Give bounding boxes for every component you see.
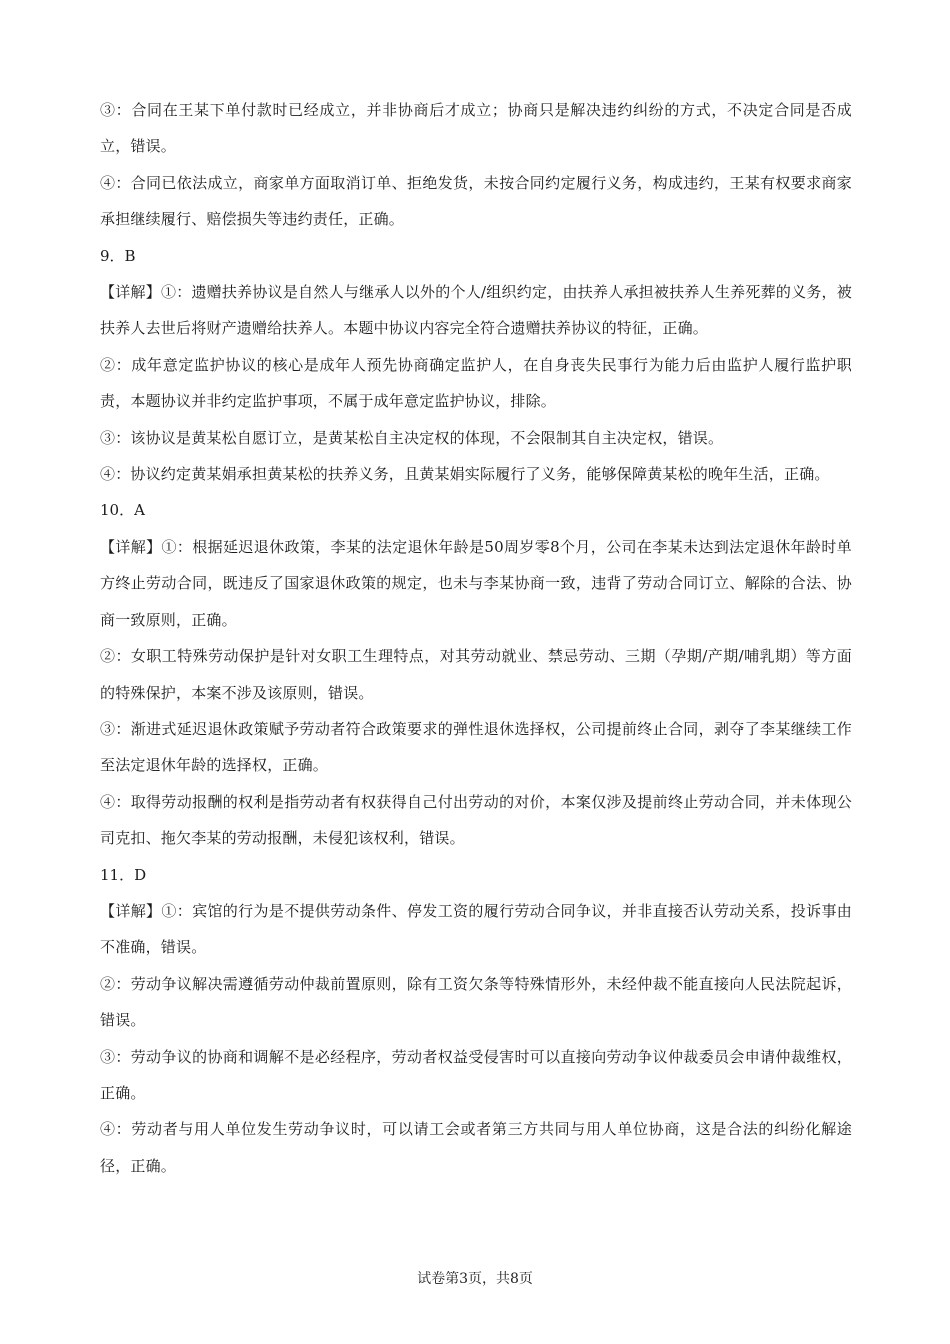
page-number: 试卷第3页，共8页 [417,1271,533,1287]
paragraph: ④：取得劳动报酬的权利是指劳动者有权获得自己付出劳动的对价，本案仅涉及提前终止劳动合同，并未体现公司克扣、拖欠李某的劳动报酬，未侵犯该权利，错误。 [100,792,852,848]
paragraph: ③：该协议是黄某松自愿订立，是黄某松自主决定权的体现，不会限制其自主决定权，错误。 [100,428,724,447]
page-footer [0,1268,950,1288]
paragraph: ②：女职工特殊劳动保护是针对女职工生理特点，对其劳动就业、禁忌劳动、三期（孕期/产期/哺乳期）等方面的特殊保护，本案不涉及该原则，错误。 [100,647,852,702]
paragraph: ③：劳动争议的协商和调解不是必经程序，劳动者权益受侵害时可以直接向劳动争议仲裁委员会申请仲裁维权，正确。 [100,1047,852,1102]
answer-heading: 11．D [100,865,147,884]
paragraph: ②：劳动争议解决需遵循劳动仲裁前置原则，除有工资欠条等特殊情形外，未经仲裁不能直接向人民法院起诉，错误。 [100,974,852,1030]
paragraph: 【详解】①：根据延迟退休政策，李某的法定退休年龄是50周岁零8个月，公司在李某未达到法定退休年龄时单方终止劳动合同，既违反了国家退休政策的规定，也未与李某协商一致，违背了劳动合同订立、解除的合法、协商一致原则，正确。 [100,537,852,629]
paragraph: ④：劳动者与用人单位发生劳动争议时，可以请工会或者第三方共同与用人单位协商，这是合法的纠纷化解途径，正确。 [100,1120,852,1175]
answer-heading: 9．B [100,246,136,265]
paragraph: 【详解】①：宾馆的行为是不提供劳动条件、停发工资的履行劳动合同争议，并非直接否认劳动关系，投诉事由不准确，错误。 [100,901,852,957]
paragraph: ③：渐进式延迟退休政策赋予劳动者符合政策要求的弹性退休选择权，公司提前终止合同，剥夺了李某继续工作至法定退休年龄的选择权，正确。 [100,719,852,775]
paragraph: ③：合同在王某下单付款时已经成立，并非协商后才成立；协商只是解决违约纠纷的方式，不决定合同是否成立，错误。 [100,101,852,156]
paragraph: 【详解】①：遗赠扶养协议是自然人与继承人以外的个人/组织约定，由扶养人承担被扶养人生养死葬的义务，被扶养人去世后将财产遗赠给扶养人。本题中协议内容完全符合遗赠扶养协议的特征，正确。 [100,283,852,338]
paragraph: ④：协议约定黄某娟承担黄某松的扶养义务，且黄某娟实际履行了义务，能够保障黄某松的晚年生活，正确。 [100,465,830,484]
answer-heading: 10．A [100,501,145,520]
document-body [100,92,852,1184]
paragraph: ④：合同已依法成立，商家单方面取消订单、拒绝发货，未按合同约定履行义务，构成违约，王某有权要求商家承担继续履行、赔偿损失等违约责任，正确。 [100,173,852,229]
paragraph: ②：成年意定监护协议的核心是成年人预先协商确定监护人，在自身丧失民事行为能力后由监护人履行监护职责，本题协议并非约定监护事项，不属于成年意定监护协议，排除。 [100,355,852,411]
